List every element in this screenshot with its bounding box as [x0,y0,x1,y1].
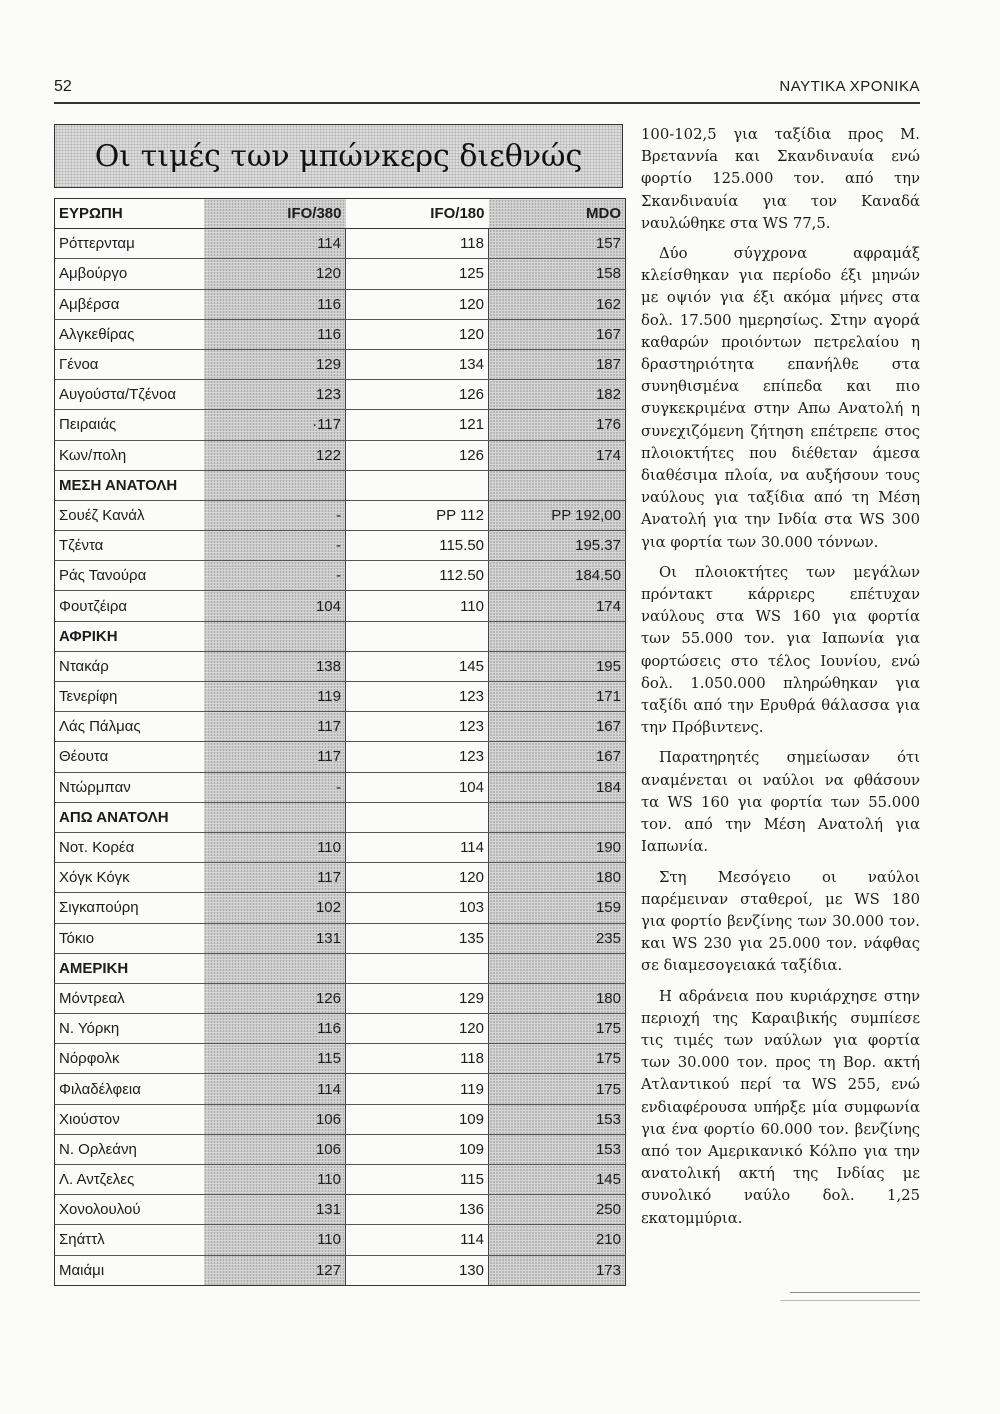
cell-mdo: 187 [489,349,626,379]
cell-ifo180: 115.50 [346,531,489,561]
table-title: Οι τιμές των μπώνκερς διεθνώς [94,138,583,174]
cell-mdo [489,621,626,651]
article-column [641,124,920,1238]
cell-ifo380: 115 [204,1044,346,1074]
cell-city: Σουέζ Κανάλ [55,500,204,530]
region-label: ΑΜΕΡΙΚΗ [55,953,204,983]
cell-mdo: 175 [489,1014,626,1044]
region-label: ΑΦΡΙΚΗ [55,621,204,651]
region-header-row [55,621,626,651]
table-row [55,1104,626,1134]
cell-mdo: 184 [489,772,626,802]
cell-mdo: 210 [489,1225,626,1255]
cell-ifo180 [346,470,489,500]
cell-ifo380: - [204,500,346,530]
running-title: ΝΑΥΤΙΚΑ ΧΡΟΝΙΚΑ [779,78,920,95]
cell-ifo380: 110 [204,1165,346,1195]
table-row [55,1255,626,1285]
table-row [55,832,626,862]
cell-city: Τζέντα [55,531,204,561]
cell-ifo380: 117 [204,742,346,772]
table-row [55,1044,626,1074]
table-row [55,1074,626,1104]
cell-ifo180: 126 [346,440,489,470]
table-row [55,863,626,893]
cell-city: Αμβούργο [55,259,204,289]
table-row [55,1225,626,1255]
cell-city: Μαιάμι [55,1255,204,1285]
cell-ifo180: PP 112 [346,500,489,530]
cell-ifo180: 118 [346,1044,489,1074]
cell-ifo380: 126 [204,983,346,1013]
cell-ifo380: 116 [204,289,346,319]
cell-ifo180: 119 [346,1074,489,1104]
cell-city: Γένοα [55,349,204,379]
end-rule-secondary [780,1300,920,1301]
cell-city: Χονολουλού [55,1195,204,1225]
cell-city: Ρόττερνταμ [55,229,204,259]
region-label: ΜΕΣΗ ΑΝΑΤΟΛΗ [55,470,204,500]
table-row [55,229,626,259]
cell-ifo180: 120 [346,1014,489,1044]
article-paragraph: Παρατηρητές σημείωσαν ότι αναμένεται οι ναύλοι να φθάσουν τα WS 160 για φορτία των 55.000 τον. από την Μέση Ανατολή για Ιαπωνία. [641,749,920,856]
cell-city: Νόρφολκ [55,1044,204,1074]
cell-ifo380: - [204,531,346,561]
cell-ifo380: 116 [204,319,346,349]
cell-ifo380: - [204,561,346,591]
cell-ifo380 [204,953,346,983]
cell-ifo180: 120 [346,863,489,893]
table-row [55,349,626,379]
cell-mdo [489,953,626,983]
cell-city: Αυγούστα/Τζένοα [55,380,204,410]
cell-ifo380: 110 [204,832,346,862]
cell-ifo380: 106 [204,1134,346,1164]
table-row [55,531,626,561]
article-paragraph: Η αδράνεια που κυριάρχησε στην περιοχή της Καραιβικής συμπίεσε τις τιμές των ναύλων για φορτία των 30.000 τον. προς τη Βορ. ακτή Ατλαντικού περί τα WS 255, ενώ ενδιαφέρουσα υπήρξε μία συμφωνία για ένα φορτίο 60.000 τον. βενζίνης από τον Αμερικανικό Κόλπο για την ανατολική ακτή της Ινδίας με συνολικό ναύλο δολ. 1,25 εκατομμύρια. [641,987,920,1227]
cell-city: Μόντρεαλ [55,983,204,1013]
cell-city: Ντώρμπαν [55,772,204,802]
cell-ifo180: 134 [346,349,489,379]
cell-mdo: 180 [489,863,626,893]
region-header-row [55,953,626,983]
cell-city: Νοτ. Κορέα [55,832,204,862]
cell-city: Ν. Υόρκη [55,1014,204,1044]
cell-mdo: 182 [489,380,626,410]
cell-ifo380: 106 [204,1104,346,1134]
page-number: 52 [54,78,72,95]
table-row [55,1165,626,1195]
cell-ifo180 [346,802,489,832]
cell-ifo180: 115 [346,1165,489,1195]
cell-ifo380: 116 [204,1014,346,1044]
cell-mdo: 184.50 [489,561,626,591]
cell-ifo380: 131 [204,923,346,953]
column-header-region: ΕΥΡΩΠΗ [55,199,204,229]
cell-city: Φουτζέιρα [55,591,204,621]
cell-mdo: 190 [489,832,626,862]
cell-city: Λάς Πάλμας [55,712,204,742]
cell-mdo: 158 [489,259,626,289]
cell-mdo: 173 [489,1255,626,1285]
cell-mdo: 174 [489,440,626,470]
table-row [55,1195,626,1225]
cell-mdo: 250 [489,1195,626,1225]
article-paragraph: Δύο σύγχρονα αφραμάξ κλείσθηκαν για περίοδο έξι μηνών με οψιόν για έξι ακόμα μήνες στα δολ. 17.500 ημερησίως. Στην αγορά καθαρών προιόντων πετρελαίου η δραστηριότητα επανήλθε στα συνηθισμένα επίπεδα και πιο συγκεκριμένα στην Απω Ανατολή η συνεχιζόμενη ζήτηση επέτρεπε στος πλοιοκτήτες που διέθεταν άμεσα διαθέσιμα πλοία, να αυξήσουν τους ναύλους για ταξίδια από τη Μέση Ανατολή για την Ινδία στα WS 300 για φορτία των 30.000 τόννων. [641,245,920,551]
cell-city: Αλγκεθίρας [55,319,204,349]
table-row [55,893,626,923]
cell-ifo380: 110 [204,1225,346,1255]
cell-city: Ν. Ορλεάνη [55,1134,204,1164]
cell-city: Κων/πολη [55,440,204,470]
cell-ifo380: 114 [204,229,346,259]
cell-ifo180: 130 [346,1255,489,1285]
cell-ifo180 [346,953,489,983]
cell-ifo180: 135 [346,923,489,953]
cell-ifo380: 129 [204,349,346,379]
cell-ifo380: 120 [204,259,346,289]
cell-mdo: 171 [489,682,626,712]
article-paragraph: Οι πλοιοκτήτες των μεγάλων πρόντακτ κάρριερς επέτυχαν ναύλους στα WS 160 για φορτία των 55.000 τον. για Ιαπωνία για φορτώσεις στο τέλος Ιουνίου, ενώ δολ. 1.050.000 πληρώθηκαν για ταξίδι από την Ερυθρά θάλασσα για την Πρόβιντενς. [641,563,920,737]
region-label: ΑΠΩ ΑΝΑΤΟΛΗ [55,802,204,832]
cell-ifo180: 104 [346,772,489,802]
table-row [55,923,626,953]
cell-city: Λ. Αντζελες [55,1165,204,1195]
cell-ifo180: 136 [346,1195,489,1225]
cell-ifo180: 123 [346,682,489,712]
cell-ifo180 [346,621,489,651]
table-row [55,259,626,289]
cell-ifo180: 125 [346,259,489,289]
cell-ifo380 [204,802,346,832]
table-title-box [54,124,623,188]
bunker-prices-table [54,198,626,1286]
article-paragraph: 100-102,5 για ταξίδια προς Μ. Βρεταννía και Σκανδιναυία ενώ φορτίο 125.000 τον. από την Σκανδιναυία για τον Καναδά ναυλώθηκε στα WS 77,5. [641,126,920,232]
cell-ifo380: ·117 [204,410,346,440]
cell-ifo380: 119 [204,682,346,712]
cell-city: Πειραιάς [55,410,204,440]
region-header-row [55,470,626,500]
cell-mdo: 235 [489,923,626,953]
cell-city: Ντακάρ [55,651,204,681]
table-row [55,651,626,681]
cell-ifo380: 117 [204,863,346,893]
cell-city: Τόκιο [55,923,204,953]
cell-mdo: 153 [489,1134,626,1164]
cell-ifo180: 114 [346,1225,489,1255]
table-row [55,319,626,349]
cell-ifo380: 138 [204,651,346,681]
cell-mdo: 195.37 [489,531,626,561]
region-header-row [55,802,626,832]
cell-mdo: 153 [489,1104,626,1134]
cell-ifo380: 123 [204,380,346,410]
cell-ifo180: 123 [346,712,489,742]
cell-ifo180: 126 [346,380,489,410]
table-row [55,1014,626,1044]
cell-city: Τενερίφη [55,682,204,712]
table-row [55,561,626,591]
cell-mdo: 157 [489,229,626,259]
cell-ifo180: 120 [346,289,489,319]
cell-city: Αμβέρσα [55,289,204,319]
table-row [55,380,626,410]
cell-ifo180: 103 [346,893,489,923]
cell-mdo: 167 [489,712,626,742]
cell-mdo: 180 [489,983,626,1013]
cell-ifo380 [204,621,346,651]
cell-ifo180: 109 [346,1104,489,1134]
end-rule [790,1292,920,1293]
column-header-mdo: MDO [489,199,626,229]
cell-mdo [489,802,626,832]
cell-mdo: 176 [489,410,626,440]
cell-ifo380: 117 [204,712,346,742]
cell-mdo: 159 [489,893,626,923]
cell-ifo180: 110 [346,591,489,621]
cell-ifo380: 127 [204,1255,346,1285]
cell-city: Φιλαδέλφεια [55,1074,204,1104]
table-row [55,712,626,742]
cell-city: Σιγκαπούρη [55,893,204,923]
table-row [55,440,626,470]
column-header-ifo380: IFO/380 [204,199,346,229]
cell-mdo: 162 [489,289,626,319]
cell-ifo180: 112.50 [346,561,489,591]
cell-ifo180: 120 [346,319,489,349]
table-row [55,983,626,1013]
cell-ifo180: 121 [346,410,489,440]
table-body [55,229,626,1286]
cell-ifo180: 145 [346,651,489,681]
cell-mdo: 167 [489,742,626,772]
cell-ifo180: 118 [346,229,489,259]
cell-mdo: PP 192,00 [489,500,626,530]
cell-mdo [489,470,626,500]
cell-city: Σηάττλ [55,1225,204,1255]
article-paragraph: Στη Μεσόγειο οι ναύλοι παρέμειναν σταθεροί, με WS 180 για φορτίο βενζίνης των 30.000 τον. και WS 230 για 25.000 τον. νάφθας σε διαμεσογειακά ταξίδια. [641,868,920,975]
cell-city: Θέουτα [55,742,204,772]
cell-mdo: 167 [489,319,626,349]
cell-ifo180: 129 [346,983,489,1013]
cell-ifo380: 122 [204,440,346,470]
cell-ifo380: 114 [204,1074,346,1104]
cell-ifo380: 104 [204,591,346,621]
cell-city: Ράς Τανούρα [55,561,204,591]
table-row [55,682,626,712]
cell-ifo380: - [204,772,346,802]
table-row [55,742,626,772]
table-row [55,772,626,802]
cell-mdo: 145 [489,1165,626,1195]
cell-city: Χόγκ Κόγκ [55,863,204,893]
cell-mdo: 175 [489,1044,626,1074]
table-row [55,500,626,530]
cell-ifo380: 102 [204,893,346,923]
cell-ifo180: 114 [346,832,489,862]
column-header-ifo180: IFO/180 [346,199,489,229]
table-row [55,289,626,319]
cell-mdo: 195 [489,651,626,681]
table-row [55,591,626,621]
cell-ifo380 [204,470,346,500]
cell-city: Χιούστον [55,1104,204,1134]
cell-mdo: 174 [489,591,626,621]
cell-ifo380: 131 [204,1195,346,1225]
table-row [55,410,626,440]
table-header-row [55,199,626,229]
cell-ifo180: 123 [346,742,489,772]
header-rule [54,102,920,104]
cell-mdo: 175 [489,1074,626,1104]
table-row [55,1134,626,1164]
cell-ifo180: 109 [346,1134,489,1164]
